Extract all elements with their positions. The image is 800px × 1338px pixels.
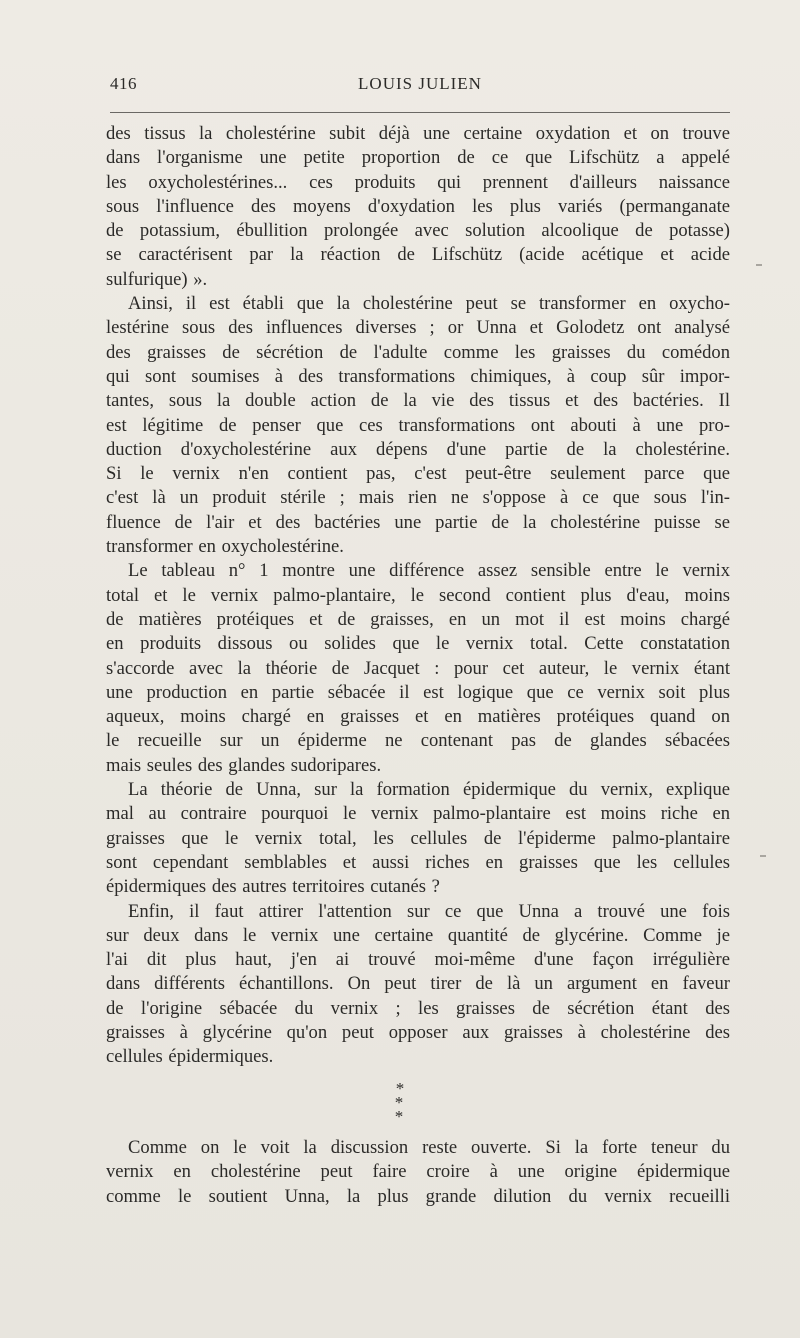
text-line: mal au contraire pourquoi le vernix palmo-plantaire est moins riche en bbox=[106, 803, 730, 825]
final-text bbox=[106, 1136, 730, 1209]
text-line: des tissus la cholestérine subit déjà une certaine oxydation et on trouve bbox=[106, 123, 730, 144]
text-line: les oxycholestérines... ces produits qui prennent d'ailleurs naissance bbox=[106, 171, 730, 193]
text-line: sont cependant semblables et aussi riches en graisses que les cellules bbox=[106, 851, 730, 873]
section-asterism bbox=[380, 1079, 420, 1126]
text-line: graisses à glycérine qu'on peut opposer aux graisses à cholestérine des bbox=[106, 1021, 730, 1043]
text-line: en produits dissous ou solides que le vernix total. Cette constatation bbox=[106, 633, 730, 655]
text-line: se caractérisent par la réaction de Lifschütz (acide acétique et acide bbox=[106, 244, 730, 266]
text-line: aqueux, moins chargé en graisses et en matières protéiques quand on bbox=[106, 706, 730, 728]
asterism-bottom: * * bbox=[394, 1093, 414, 1126]
text-line: s'accorde avec la théorie de Jacquet : pour cet auteur, le vernix étant bbox=[106, 657, 730, 679]
text-line: des graisses de sécrétion de l'adulte comme les graisses du comédon bbox=[106, 341, 730, 363]
text-line: l'ai dit plus haut, j'en ai trouvé moi-même d'une façon irrégulière bbox=[106, 949, 730, 971]
paragraph-3 bbox=[106, 559, 730, 778]
text-line: sulfurique) ». bbox=[106, 268, 208, 290]
text-line: Enfin, il faut attirer l'attention sur ce que Unna a trouvé une fois bbox=[128, 900, 730, 922]
text-line: total et le vernix palmo-plantaire, le second contient plus d'eau, moins bbox=[106, 584, 730, 606]
text-line: transformer en oxycholestérine. bbox=[106, 536, 344, 558]
text-line: tantes, sous la double action de la vie des tissus et des bactéries. Il bbox=[106, 390, 730, 412]
text-line: épidermiques des autres territoires cutanés ? bbox=[106, 876, 440, 898]
page-header bbox=[110, 74, 730, 98]
text-line: sous l'influence des moyens d'oxydation les plus variés (permanganate bbox=[106, 195, 730, 217]
text-line: dans l'organisme une petite proportion de ce que Lifschütz a appelé bbox=[106, 147, 730, 169]
paragraph-1 bbox=[106, 122, 730, 292]
page-number: 416 bbox=[110, 74, 137, 93]
text-line: Le tableau n° 1 montre une différence assez sensible entre le vernix bbox=[128, 560, 730, 582]
text-line: Comme on le voit la discussion reste ouverte. Si la forte teneur du bbox=[128, 1137, 730, 1158]
text-line: fluence de l'air et des bactéries une partie de la cholestérine puisse se bbox=[106, 511, 730, 533]
text-line: est légitime de penser que ces transformations ont abouti à une pro- bbox=[106, 414, 730, 436]
main-text bbox=[106, 122, 730, 1070]
text-line: qui sont soumises à des transformations chimiques, à coup sûr impor- bbox=[106, 365, 730, 387]
text-line: vernix en cholestérine peut faire croire à une origine épidermique bbox=[106, 1161, 730, 1183]
text-line: sur deux dans le vernix une certaine quantité de glycérine. Comme je bbox=[106, 924, 730, 946]
text-line: de matières protéiques et de graisses, en un mot il est moins chargé bbox=[106, 608, 730, 630]
text-line: graisses que le vernix total, les cellules de l'épiderme palmo-plantaire bbox=[106, 827, 730, 849]
paragraph-2 bbox=[106, 292, 730, 559]
text-line: duction d'oxycholestérine aux dépens d'une partie de la cholestérine. bbox=[106, 438, 730, 460]
asterism-top: * bbox=[395, 1079, 405, 1098]
paragraph-4 bbox=[106, 778, 730, 899]
paragraph-5 bbox=[106, 900, 730, 1070]
text-line: de l'origine sébacée du vernix ; les graisses de sécrétion étant des bbox=[106, 997, 730, 1019]
text-line: comme le soutient Unna, la plus grande dilution du vernix recueilli bbox=[106, 1185, 730, 1207]
text-line: La théorie de Unna, sur la formation épidermique du vernix, explique bbox=[128, 779, 730, 801]
text-line: une production en partie sébacée il est logique que ce vernix soit plus bbox=[106, 681, 730, 703]
text-line: Ainsi, il est établi que la cholestérine peut se transformer en oxycho- bbox=[128, 293, 730, 315]
margin-speck bbox=[760, 855, 766, 857]
text-line: dans différents échantillons. On peut tirer de là un argument en faveur bbox=[106, 973, 730, 995]
text-line: c'est là un produit stérile ; mais rien ne s'oppose à ce que sous l'in- bbox=[106, 487, 730, 509]
header-rule bbox=[110, 112, 730, 113]
text-line: cellules épidermiques. bbox=[106, 1046, 274, 1068]
margin-speck bbox=[756, 264, 762, 266]
running-head: LOUIS JULIEN bbox=[358, 74, 482, 93]
text-line: le recueille sur un épiderme ne contenant pas de glandes sébacées bbox=[106, 730, 730, 752]
text-line: Si le vernix n'en contient pas, c'est peut-être seulement parce que bbox=[106, 463, 730, 485]
text-line: de potassium, ébullition prolongée avec solution alcoolique de potasse) bbox=[106, 220, 730, 242]
text-line: lestérine sous des influences diverses ; or Unna et Golodetz ont analysé bbox=[106, 317, 730, 339]
paragraph-6 bbox=[106, 1136, 730, 1209]
text-line: mais seules des glandes sudoripares. bbox=[106, 754, 382, 776]
